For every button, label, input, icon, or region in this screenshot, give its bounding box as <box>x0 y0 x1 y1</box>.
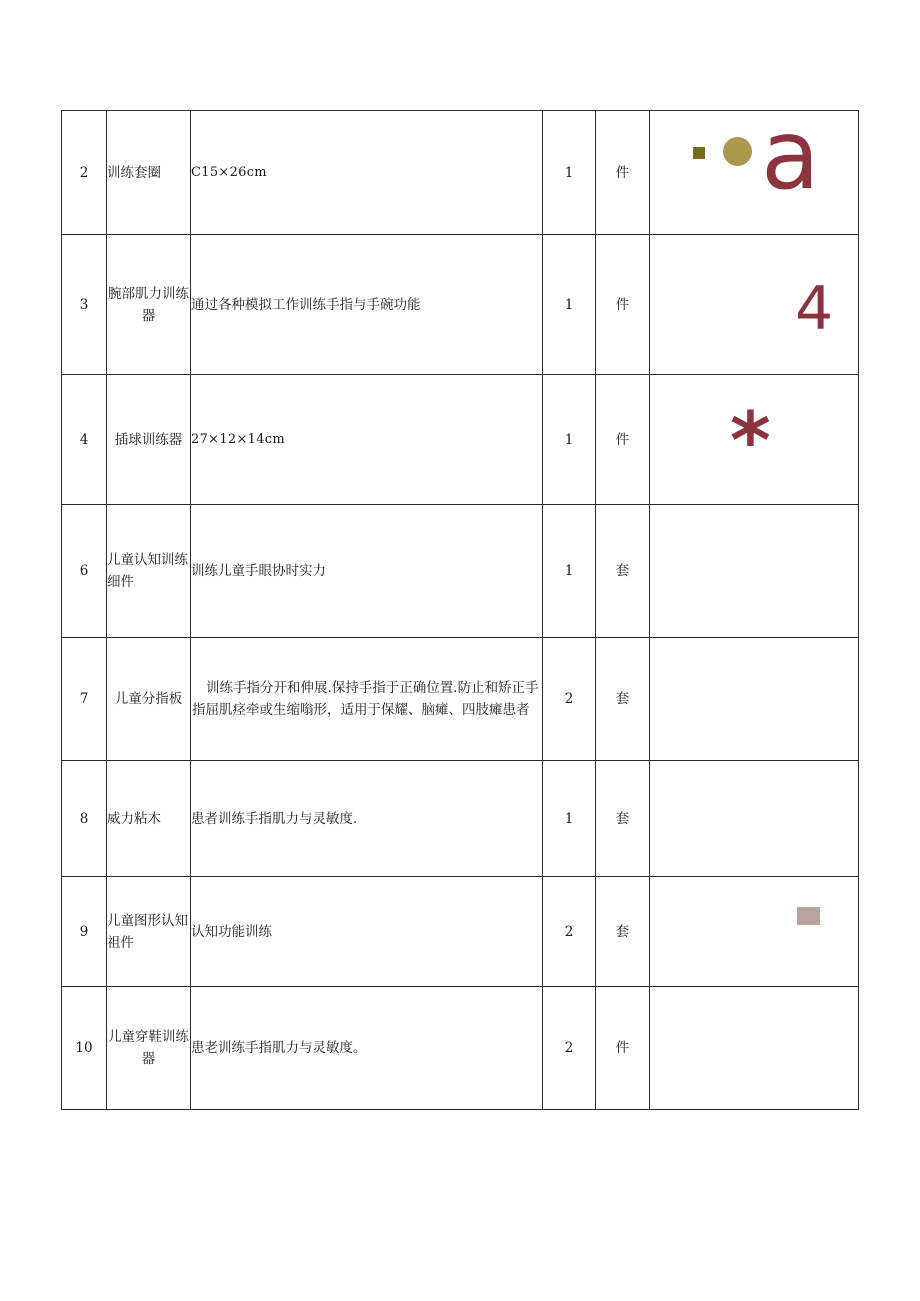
row-number: 10 <box>62 987 107 1110</box>
item-spec: 认知功能训练 <box>191 877 543 987</box>
item-spec: 27×12×14cm <box>191 375 543 505</box>
item-name: 儿童认知训练细件 <box>107 505 191 638</box>
table-row <box>62 111 859 235</box>
item-image-cell <box>650 375 859 505</box>
item-unit: 件 <box>596 987 650 1110</box>
table-row <box>62 638 859 761</box>
item-name: 儿童图形认知祖件 <box>107 877 191 987</box>
image-fragment-glyph: a <box>761 99 820 211</box>
item-image-cell <box>650 877 859 987</box>
olive-dot-mark <box>723 137 752 166</box>
item-spec: 训练儿童手眼协时实力 <box>191 505 543 638</box>
table-row <box>62 987 859 1110</box>
item-image-cell <box>650 235 859 375</box>
item-quantity: 1 <box>543 761 596 877</box>
item-unit: 套 <box>596 638 650 761</box>
image-fragment-glyph: * <box>730 397 771 487</box>
row-number: 9 <box>62 877 107 987</box>
item-name: 训练套圈 <box>107 111 191 235</box>
item-image-cell <box>650 638 859 761</box>
item-image-cell <box>650 761 859 877</box>
item-quantity: 2 <box>543 638 596 761</box>
item-unit: 件 <box>596 235 650 375</box>
item-unit: 件 <box>596 375 650 505</box>
table-row <box>62 505 859 638</box>
item-quantity: 1 <box>543 235 596 375</box>
item-name: 威力粘木 <box>107 761 191 877</box>
item-quantity: 2 <box>543 987 596 1110</box>
item-quantity: 2 <box>543 877 596 987</box>
item-quantity: 1 <box>543 505 596 638</box>
item-spec: 训练手指分开和伸展.保持手指于正确位置.防止和矫正手指屈肌痉牵或生缩嗡形，适用于保耀、脑瘫、四肢瘫患者 <box>192 680 539 718</box>
item-unit: 套 <box>596 761 650 877</box>
item-name: 儿童穿鞋训练器 <box>107 987 191 1110</box>
equipment-list-sheet <box>61 99 858 1110</box>
item-unit: 套 <box>596 877 650 987</box>
item-quantity: 1 <box>543 375 596 505</box>
item-name: 插球训练器 <box>107 375 191 505</box>
image-fragment-glyph: 4 <box>795 274 834 344</box>
row-number: 6 <box>62 505 107 638</box>
equipment-table <box>61 99 859 1110</box>
item-spec: 患老训练手指肌力与灵敏度。 <box>191 987 543 1110</box>
row-number: 2 <box>62 111 107 235</box>
item-image-cell <box>650 99 859 235</box>
table-row <box>62 761 859 877</box>
item-quantity: 1 <box>543 111 596 235</box>
item-name: 儿童分指板 <box>107 638 191 761</box>
item-spec: 患者训练手指肌力与灵敏度. <box>191 761 543 877</box>
item-unit: 套 <box>596 505 650 638</box>
row-number: 8 <box>62 761 107 877</box>
table-row <box>62 375 859 505</box>
olive-square-mark <box>693 147 705 159</box>
row-number: 3 <box>62 235 107 375</box>
row-number: 4 <box>62 375 107 505</box>
item-spec: C15×26cm <box>191 111 543 235</box>
item-spec-cell <box>191 638 543 761</box>
row-number: 7 <box>62 638 107 761</box>
table-row <box>62 877 859 987</box>
rose-square-mark <box>797 907 820 925</box>
item-name: 腕部肌力训练器 <box>107 235 191 375</box>
item-unit: 件 <box>596 111 650 235</box>
item-image-cell <box>650 505 859 638</box>
item-image-cell <box>650 987 859 1110</box>
item-spec: 通过各种模拟工作训练手指与手碗功能 <box>191 235 543 375</box>
table-row <box>62 235 859 375</box>
